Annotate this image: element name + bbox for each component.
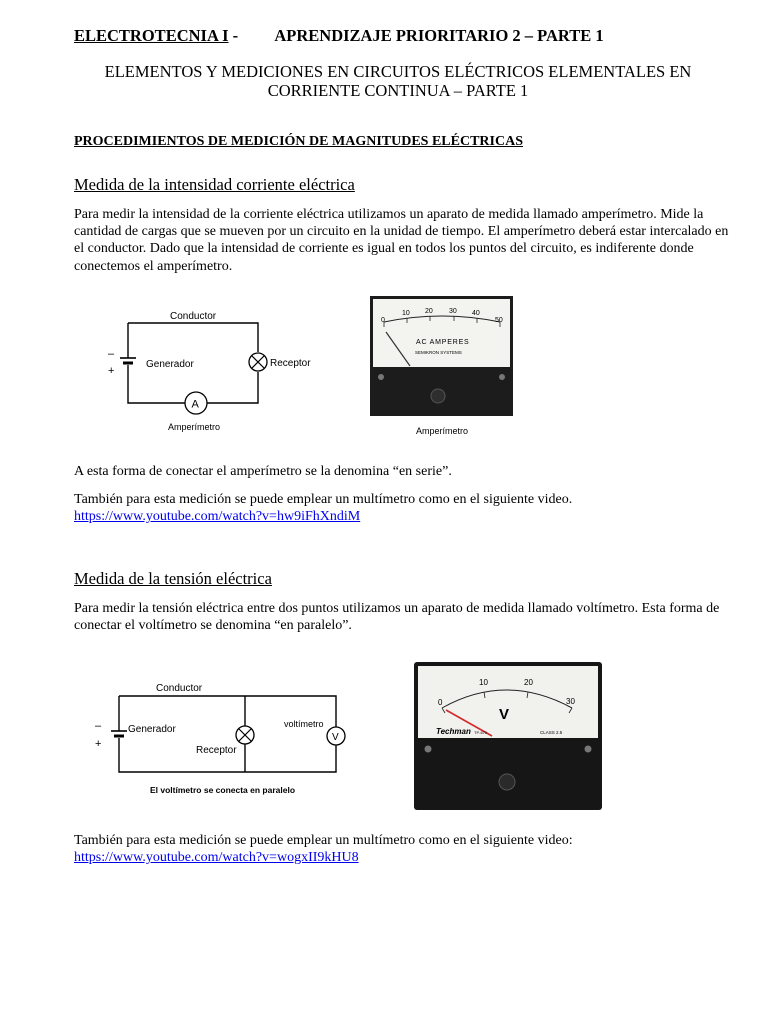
voltage-heading: Medida de la tensión eléctrica: [74, 569, 272, 588]
parallel-caption: El voltímetro se conecta en paralelo: [150, 785, 296, 795]
voltmeter-adjust-knob: [499, 774, 515, 790]
voltmeter-model: TP-670: [474, 730, 488, 735]
volt-scale-10: 10: [479, 678, 488, 687]
current-video-intro: También para esta medición se puede emplear un multímetro como en el siguiente video.: [74, 492, 573, 507]
voltmeter-letter: V: [332, 732, 339, 743]
v-receptor-label: Receptor: [196, 745, 237, 756]
header-dash: -: [228, 26, 243, 45]
voltage-paragraph: Para medir la tensión eléctrica entre dos puntos utilizamos un aparato de medida llamado voltímetro. Esta forma de conectar el voltímetro se denomina “en paralelo”.: [74, 601, 720, 634]
ammeter-photo-caption: Amperímetro: [416, 426, 469, 436]
amm-scale-40: 40: [472, 310, 480, 317]
voltage-video-link[interactable]: https://www.youtube.com/watch?v=wogxII9kHU8: [74, 850, 359, 866]
volt-scale-20: 20: [524, 678, 533, 687]
right-wire: [206, 372, 258, 403]
conductor-label: Conductor: [170, 311, 217, 322]
voltmeter-screw-right: [585, 746, 592, 753]
amm-scale-50: 50: [495, 317, 503, 324]
ammeter-dial: [373, 299, 510, 367]
top-wire: [128, 323, 258, 352]
course-name: ELECTROTECNIA I: [74, 26, 229, 45]
v-minus-sign: –: [95, 720, 102, 732]
ammeter-adjust-knob: [431, 389, 445, 403]
amm-scale-10: 10: [402, 310, 410, 317]
voltmeter-circuit-diagram: [88, 680, 358, 802]
voltage-video-block: [74, 832, 734, 866]
unit-name: APRENDIZAJE PRIORITARIO 2 – PARTE 1: [274, 26, 604, 45]
current-video-link[interactable]: https://www.youtube.com/watch?v=hw9iFhXndiM: [74, 509, 361, 525]
v-conductor-label: Conductor: [156, 683, 203, 694]
volt-scale-0: 0: [438, 698, 443, 707]
ammeter-brand: SEMIKRON SYSTEMS: [415, 350, 462, 355]
amm-scale-0: 0: [381, 317, 385, 324]
document-header: [74, 26, 604, 46]
document-title: ELEMENTOS Y MEDICIONES EN CIRCUITOS ELÉCTRICOS ELEMENTALES EN CORRIENTE CONTINUA – PARTE 1: [104, 62, 692, 100]
volt-scale-30: 30: [566, 697, 575, 706]
voltmeter-brand: Techman: [436, 727, 471, 736]
ammeter-letter: A: [191, 398, 199, 411]
bottom-wire: [128, 365, 186, 403]
current-heading: Medida de la intensidad corriente eléctrica: [74, 175, 355, 194]
series-note: A esta forma de conectar el amperímetro se la denomina “en serie”.: [74, 464, 452, 479]
amm-scale-30: 30: [449, 308, 457, 315]
ammeter-diagram-label: Amperímetro: [168, 422, 221, 432]
ammeter-circuit-diagram: [100, 302, 330, 438]
receptor-label: Receptor: [270, 358, 311, 369]
section-heading: PROCEDIMIENTOS DE MEDICIÓN DE MAGNITUDES ELÉCTRICAS: [74, 134, 523, 149]
voltage-video-intro: También para esta medición se puede emplear un multímetro como en el siguiente video:: [74, 833, 573, 848]
voltmeter-label: voltímetro: [284, 719, 324, 729]
ammeter-screw-left: [378, 374, 384, 380]
v-generator-label: Generador: [128, 724, 176, 735]
voltmeter-screw-left: [425, 746, 432, 753]
voltmeter-class: CLASS 2.5: [540, 730, 563, 735]
voltmeter-unit: V: [499, 706, 510, 723]
ammeter-screw-right: [499, 374, 505, 380]
minus-sign: –: [108, 348, 115, 360]
v-plus-sign: +: [95, 738, 102, 750]
current-paragraph: Para medir la intensidad de la corriente eléctrica utilizamos un aparato de medida llamado amperímetro. Mide la cantidad de cargas que se mueven por un circuito en la unidad de tiempo. El amperímetro deberá estar intercalado en el conductor. Dado que la intensidad de corriente es igual en todos los puntos del circuito, es indiferente donde conectemos el amperímetro.: [74, 207, 729, 274]
generator-label: Generador: [146, 359, 194, 370]
voltmeter-photo: [414, 662, 602, 812]
ammeter-unit: AC AMPERES: [416, 339, 470, 346]
plus-sign: +: [108, 365, 115, 377]
amm-scale-20: 20: [425, 308, 433, 315]
ammeter-photo: [370, 296, 514, 442]
current-video-block: [74, 491, 734, 525]
